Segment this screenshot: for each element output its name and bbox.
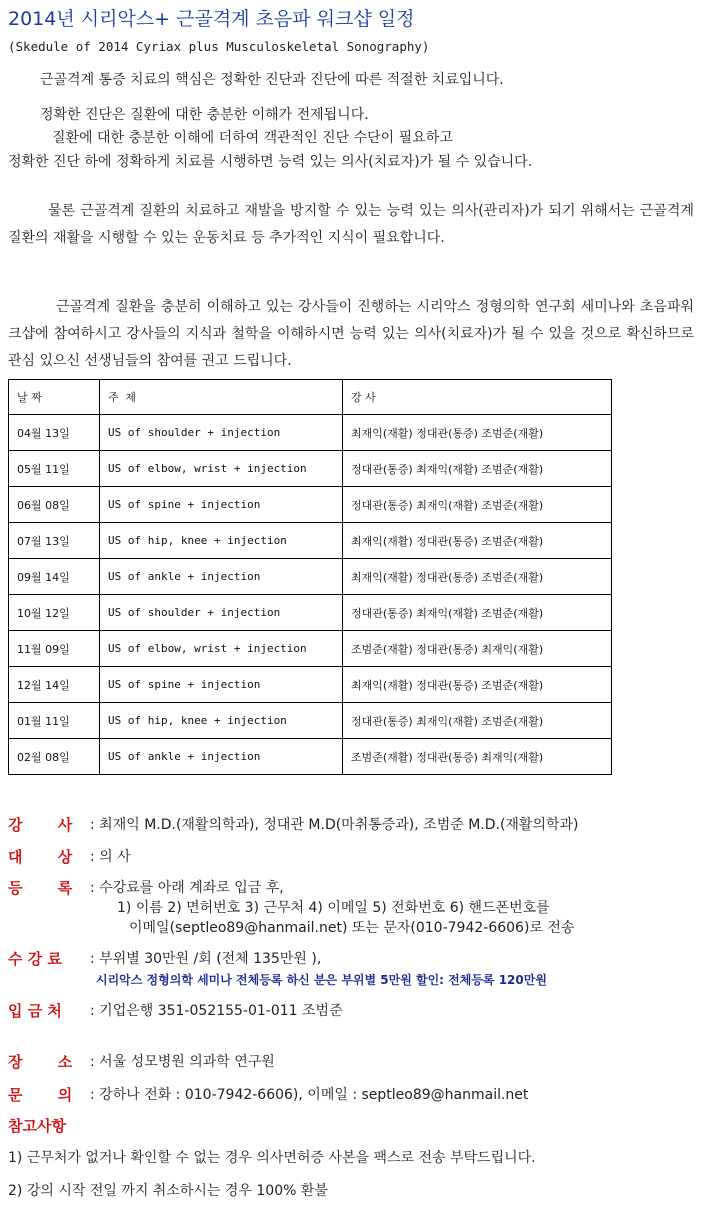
date-cell: 09월 14일: [9, 559, 100, 595]
topic-cell: US of spine + injection: [100, 667, 343, 703]
place-label: 장 소: [8, 1053, 73, 1071]
place-value: : 서울 성모병원 의과학 연구원: [90, 1054, 275, 1070]
intro-paragraph-6: 근골격계 질환을 충분히 이해하고 있는 강사들이 진행하는 시리악스 정형의학 연구회 세미나와 초음파워크샵에 참여하시고 강사들의 지식과 철학을 이해하시면 능력 있는 의사(치료자)가 될 수 있을 것으로 확신하므로 관심 있으신 선생님들의 참여를 권고 드립니다.: [8, 299, 694, 369]
instructors-cell: 정대관(통증) 최재익(재활) 조범준(재활): [343, 703, 612, 739]
topic-cell: US of shoulder + injection: [100, 415, 343, 451]
topic-cell: US of hip, knee + injection: [100, 523, 343, 559]
instructors-cell: 최재익(재활) 정대관(통증) 조범준(재활): [343, 415, 612, 451]
date-cell: 04월 13일: [9, 415, 100, 451]
intro-paragraph-4: 정확한 진단 하에 정확하게 치료를 시행하면 능력 있는 의사(치료자)가 될 수 있습니다.: [8, 154, 533, 170]
fee-value: : 부위별 30만원 /회 (전체 135만원 ),: [90, 951, 322, 967]
table-row: [9, 667, 612, 703]
contact-label: 문 의: [8, 1086, 73, 1104]
table-row: [9, 415, 612, 451]
date-cell: 10월 12일: [9, 595, 100, 631]
table-row: [9, 559, 612, 595]
table-header-row: [9, 380, 612, 415]
topic-cell: US of ankle + injection: [100, 739, 343, 775]
date-cell: 12월 14일: [9, 667, 100, 703]
fee-discount-note: 시리악스 정형의학 세미나 전체등록 하신 분은 부위별 5만원 할인: 전체등록 120만원: [96, 973, 547, 987]
instructors-cell: 최재익(재활) 정대관(통증) 조범준(재활): [343, 523, 612, 559]
table-row: [9, 595, 612, 631]
date-cell: 01월 11일: [9, 703, 100, 739]
account-label: 입 금 처: [8, 1002, 62, 1020]
target-label: 대 상: [8, 848, 73, 866]
table-row: [9, 523, 612, 559]
account-value: : 기업은행 351-052155-01-011 조범준: [90, 1003, 343, 1019]
instructors-cell: 정대관(통증) 최재익(재활) 조범준(재활): [343, 595, 612, 631]
intro-paragraph-2: 정확한 진단은 질환에 대한 충분한 이해가 전제됩니다.: [40, 107, 369, 123]
page-subtitle: (Skedule of 2014 Cyriax plus Musculoskeletal Sonography): [8, 39, 430, 54]
table-row: [9, 451, 612, 487]
date-cell: 11월 09일: [9, 631, 100, 667]
intro-paragraph-3: 질환에 대한 충분한 이해에 더하여 객관적인 진단 수단이 필요하고: [52, 130, 453, 146]
fee-label: 수 강 료: [8, 950, 62, 968]
instructors-cell: 최재익(재활) 정대관(통증) 조범준(재활): [343, 559, 612, 595]
topic-cell: US of elbow, wrist + injection: [100, 631, 343, 667]
topic-cell: US of elbow, wrist + injection: [100, 451, 343, 487]
date-cell: 02월 08일: [9, 739, 100, 775]
intro-paragraph-5: 물론 근골격계 질환의 치료하고 재발을 방지할 수 있는 능력 있는 의사(관리자)가 되기 위해서는 근골격계 질환의 재활을 시행할 수 있는 운동치료 등 추가적인 지식이 필요합니다.: [8, 203, 694, 246]
instructors-label: 강 사: [8, 816, 73, 834]
intro-paragraph-1: 근골격계 통증 치료의 핵심은 정확한 진단과 진단에 따른 적절한 치료입니다.: [40, 72, 504, 88]
topic-cell: US of spine + injection: [100, 487, 343, 523]
contact-value: : 강하나 전화 : 010-7942-6606), 이메일 : septleo89@hanmail.net: [90, 1087, 529, 1103]
topic-cell: US of shoulder + injection: [100, 595, 343, 631]
register-value-2: 1) 이름 2) 면허번호 3) 근무처 4) 이메일 5) 전화번호 6) 핸드폰번호를: [117, 900, 550, 916]
register-label: 등 록: [8, 879, 73, 897]
notes-heading: 참고사항: [8, 1117, 66, 1135]
target-value: : 의 사: [90, 849, 131, 865]
register-value-1: : 수강료를 아래 계좌로 입금 후,: [90, 880, 284, 896]
table-row: [9, 487, 612, 523]
table-row: [9, 703, 612, 739]
register-value-3: 이메일(septleo89@hanmail.net) 또는 문자(010-7942-6606)로 전송: [129, 920, 575, 936]
note-1: 1) 근무처가 없거나 확인할 수 없는 경우 의사면허증 사본을 팩스로 전송 부탁드립니다.: [8, 1150, 536, 1166]
instructors-cell: 조범준(재활) 정대관(통증) 최재익(재활): [343, 631, 612, 667]
table-row: [9, 739, 612, 775]
date-cell: 06월 08일: [9, 487, 100, 523]
topic-cell: US of ankle + injection: [100, 559, 343, 595]
note-2: 2) 강의 시작 전일 까지 취소하시는 경우 100% 환불: [8, 1183, 328, 1199]
instructors-cell: 최재익(재활) 정대관(통증) 조범준(재활): [343, 667, 612, 703]
date-cell: 07월 13일: [9, 523, 100, 559]
instructors-cell: 정대관(통증) 최재익(재활) 조범준(재활): [343, 451, 612, 487]
header-instructors: 강 사: [343, 380, 612, 415]
instructors-cell: 조범준(재활) 정대관(통증) 최재익(재활): [343, 739, 612, 775]
header-topic: 주 제: [100, 380, 343, 415]
instructors-value: : 최재익 M.D.(재활의학과), 정대관 M.D(마취통증과), 조범준 M.D.(재활의학과): [90, 817, 579, 833]
instructors-cell: 정대관(통증) 최재익(재활) 조범준(재활): [343, 487, 612, 523]
header-date: 날 짜: [9, 380, 100, 415]
schedule-table: [8, 379, 612, 775]
page-title: 2014년 시리악스+ 근골격계 초음파 워크샵 일정: [8, 8, 415, 30]
topic-cell: US of hip, knee + injection: [100, 703, 343, 739]
table-row: [9, 631, 612, 667]
date-cell: 05월 11일: [9, 451, 100, 487]
